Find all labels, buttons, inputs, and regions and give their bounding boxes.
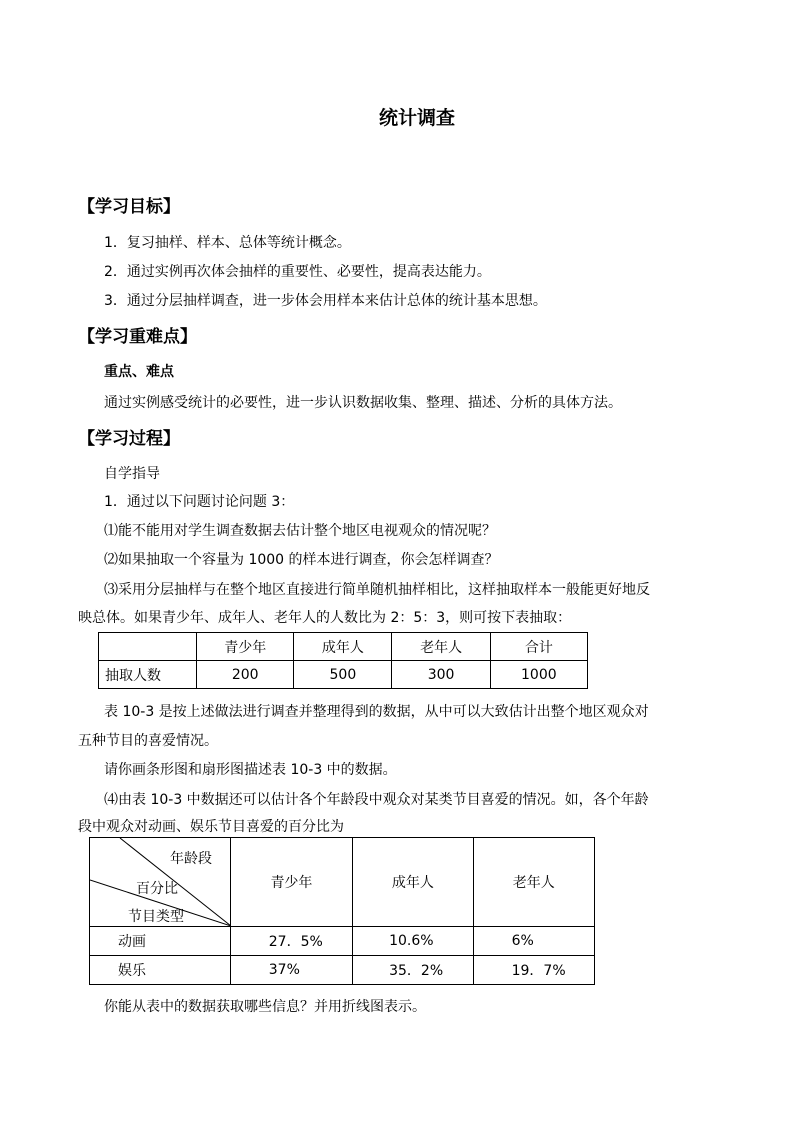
page-title: 统计调查: [378, 107, 455, 129]
process-heading: 【学习过程】: [78, 429, 180, 449]
table-cell: [99, 633, 197, 661]
table-header: 老年人: [392, 633, 490, 661]
paragraph-5: 请你画条形图和扇形图描述表 10-3 中的数据。: [104, 762, 397, 778]
diag-label-program: 节目类型: [128, 909, 184, 925]
table-cell: 200: [197, 661, 294, 689]
table-header: 老年人: [473, 838, 594, 927]
key-points-subheading: 重点、难点: [104, 364, 174, 380]
table-row: [90, 838, 595, 927]
key-points-text: 通过实例感受统计的必要性，进一步认识数据收集、整理、描述、分析的具体方法。: [104, 395, 622, 411]
table-cell: 动画: [90, 927, 231, 956]
table-cell: 娱乐: [90, 956, 231, 985]
table-header: 青少年: [197, 633, 294, 661]
paragraph-6b: 段中观众对动画、娱乐节目喜爱的百分比为: [78, 819, 344, 835]
goal-item-3: 3．通过分层抽样调查，进一步体会用样本来估计总体的统计基本思想。: [104, 293, 547, 309]
table-row: [99, 661, 588, 689]
goals-heading: 【学习目标】: [78, 197, 180, 217]
sampling-table: [98, 632, 588, 689]
table-cell: 6%: [473, 927, 594, 956]
key-points-heading: 【学习重难点】: [78, 327, 197, 347]
paragraph-4b: 五种节目的喜爱情况。: [78, 733, 218, 749]
table-cell: 27．5%: [230, 927, 352, 956]
goal-item-1: 1．复习抽样、样本、总体等统计概念。: [104, 235, 351, 251]
paragraph-2: ⑵如果抽取一个容量为 1000 的样本进行调查，你会怎样调查？: [104, 552, 499, 568]
paragraph-6a: ⑷由表 10-3 中数据还可以估计各个年龄段中观众对某类节目喜爱的情况。如，各个年龄: [104, 792, 649, 808]
table-cell: 抽取人数: [99, 661, 197, 689]
percentage-table: [89, 837, 595, 985]
paragraph-4a: 表 10-3 是按上述做法进行调查并整理得到的数据，从中可以大致估计出整个地区观众对: [104, 704, 649, 720]
table-row: [99, 633, 588, 661]
table-header: 青少年: [230, 838, 352, 927]
paragraph-3b: 映总体。如果青少年、成年人、老年人的人数比为 2：5：3，则可按下表抽取：: [78, 610, 572, 626]
diag-label-age: 年龄段: [170, 851, 212, 867]
table-row: [90, 927, 595, 956]
question-1: 1．通过以下问题讨论问题 3：: [104, 494, 295, 510]
table-cell: 300: [392, 661, 490, 689]
table-header: 成年人: [294, 633, 392, 661]
table-header: 合计: [490, 633, 587, 661]
diagonal-header-cell: [90, 838, 231, 927]
table-cell: 35．2%: [353, 956, 474, 985]
table-header: 成年人: [353, 838, 474, 927]
table-cell: 37%: [230, 956, 352, 985]
table-cell: 19．7%: [473, 956, 594, 985]
paragraph-1: ⑴能不能用对学生调查数据去估计整个地区电视观众的情况呢？: [104, 523, 496, 539]
diag-label-percent: 百分比: [136, 881, 178, 897]
table-cell: 10.6%: [353, 927, 474, 956]
table-cell: 500: [294, 661, 392, 689]
paragraph-3a: ⑶采用分层抽样与在整个地区直接进行简单随机抽样相比，这样抽取样本一般能更好地反: [104, 582, 650, 598]
table-row: [90, 956, 595, 985]
goal-item-2: 2．通过实例再次体会抽样的重要性、必要性，提高表达能力。: [104, 264, 491, 280]
table-cell: 1000: [490, 661, 587, 689]
paragraph-7: 你能从表中的数据获取哪些信息？并用折线图表示。: [104, 999, 426, 1015]
self-study-guide: 自学指导: [104, 466, 160, 482]
